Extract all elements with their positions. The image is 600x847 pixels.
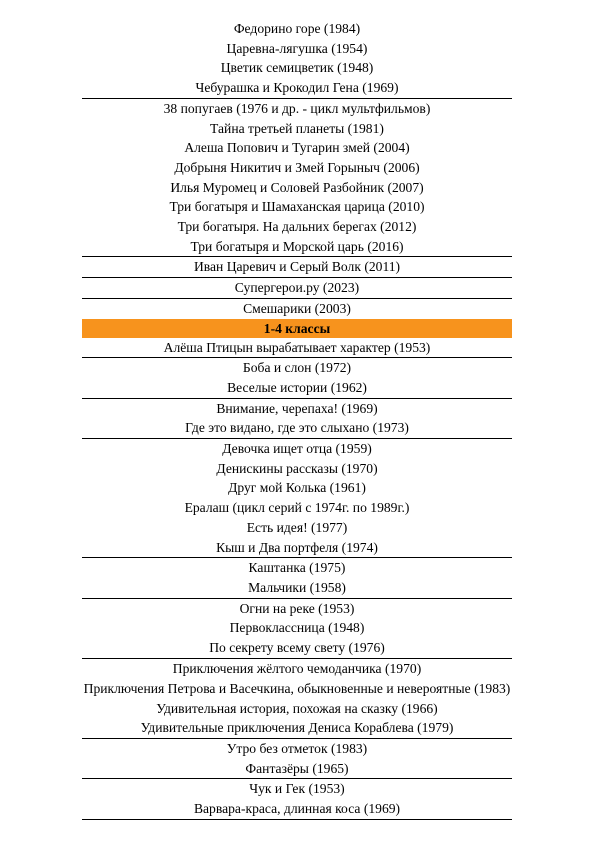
film-list-item: Приключения жёлтого чемоданчика (1970) (172, 660, 422, 676)
film-list-item: Где это видано, где это слыхано (1973) (82, 418, 512, 439)
film-list-item: Боба и слон (1972) (242, 360, 352, 376)
film-list-item: Фантазёры (1965) (82, 759, 512, 780)
film-list-item: Чук и Гек (1953) (249, 781, 345, 797)
film-list-item: Три богатыря и Шамаханская царица (2010) (169, 199, 425, 215)
film-list-item: Девочка ищет отца (1959) (222, 441, 372, 457)
film-list-item: Илья Муромец и Соловей Разбойник (2007) (170, 179, 424, 195)
film-list-item: Чебурашка и Крокодил Гена (1969) (82, 78, 512, 99)
film-list-item: Удивительные приключения Дениса Кораблева (1979) (82, 718, 512, 739)
film-list-item: Добрыня Никитич и Змей Горыныч (2006) (174, 159, 420, 175)
film-list-item: Удивительная история, похожая на сказку (1966) (156, 700, 438, 716)
film-list-item: Первоклассница (1948) (229, 620, 365, 636)
film-list (82, 19, 512, 820)
film-list-item: Три богатыря и Морской царь (2016) (82, 237, 512, 258)
film-list-item: Тайна третьей планеты (1981) (210, 120, 384, 136)
film-list-item: Варвара-краса, длинная коса (1969) (82, 799, 512, 820)
film-list-item: Цветик семицветик (1948) (220, 60, 374, 76)
film-list-item: Приключения Петрова и Васечкина, обыкновенные и невероятные (1983) (83, 680, 511, 696)
film-list-item: Федорино горе (1984) (233, 21, 361, 36)
film-list-item: Смешарики (2003) (243, 300, 351, 316)
film-list-item: Ералаш (цикл серий с 1974г. по 1989г.) (184, 500, 410, 516)
section-header-grade-1-4: 1-4 классы (82, 319, 512, 338)
film-list-item: Три богатыря. На дальних берегах (2012) (177, 219, 417, 235)
film-list-item: Иван Царевич и Серый Волк (2011) (82, 257, 512, 278)
film-list-item: Алёша Птицын вырабатывает характер (1953) (82, 338, 512, 359)
film-list-item: Друг мой Колька (1961) (228, 480, 366, 496)
film-list-item: Кыш и Два портфеля (1974) (82, 538, 512, 559)
film-list-item: Алеша Попович и Тугарин змей (2004) (184, 140, 410, 156)
film-list-item: Есть идея! (1977) (246, 519, 348, 535)
film-list-item: Внимание, черепаха! (1969) (216, 400, 378, 416)
film-list-item: 38 попугаев (1976 и др. - цикл мультфильмов) (163, 100, 431, 116)
film-list-item: Огни на реке (1953) (239, 600, 355, 616)
film-list-item: По секрету всему свету (1976) (82, 638, 512, 659)
film-list-item: Денискины рассказы (1970) (216, 460, 378, 476)
film-list-item: Каштанка (1975) (248, 560, 346, 576)
film-list-item: Супергерои.ру (2023) (82, 278, 512, 299)
film-list-item: Царевна-лягушка (1954) (226, 40, 368, 56)
film-list-item: Веселые истории (1962) (82, 378, 512, 399)
film-list-item: Утро без отметок (1983) (226, 740, 368, 756)
film-list-item: Мальчики (1958) (82, 578, 512, 599)
